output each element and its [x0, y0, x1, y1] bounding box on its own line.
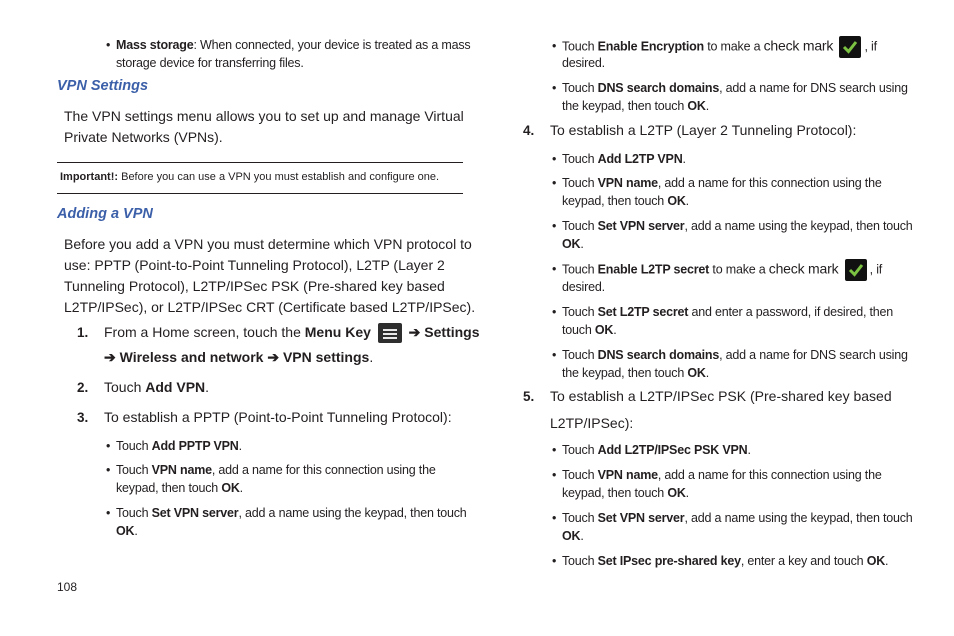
step-3-bullet-2: • Touch VPN name, add a name for this connection using the: [106, 463, 436, 477]
step-5-bullet-3: • Touch Set VPN server, add a name using the keypad, then touch: [552, 511, 913, 525]
vpn-settings-paragraph: The VPN settings menu allows you to set up and manage Virtual Private Networks (VPNs).: [64, 108, 464, 145]
bullet-mass-storage-line2: storage device for transferring files.: [116, 56, 304, 70]
page-number: 108: [57, 580, 78, 594]
adding-vpn-paragraph: Before you add a VPN you must determine which VPN protocol to use: PPTP (Point-to-Point Tunneling Protocol), L2TP (Layer 2 Tunneling Protocol), L2TP/IPSec PSK (Pre-shared key based L2TP/IPSec), or L2TP/IPSec CRT (Certificate based L2TP/IPSec).: [64, 236, 476, 315]
step-4-bullet-6: • Touch DNS search domains, add a name for DNS search using: [552, 348, 908, 362]
dns-search-bullet: • Touch DNS search domains, add a name for DNS search using: [552, 81, 908, 95]
step-4-bullet-3: • Touch Set VPN server, add a name using the keypad, then touch: [552, 219, 913, 233]
bullet-mass-storage: • Mass storage: When connected, your device is treated as a mass: [106, 38, 471, 52]
enable-encryption-bullet: • Touch Enable Encryption to make a check mark , if: [552, 36, 877, 58]
menu-key-icon: [378, 323, 402, 343]
step-1-number: 1.: [77, 325, 89, 340]
step-5-text-line2: L2TP/IPSec):: [550, 415, 634, 431]
check-mark-icon: [845, 259, 867, 281]
step-5-bullet-2: • Touch VPN name, add a name for this connection using the: [552, 468, 882, 482]
step-5-text: To establish a L2TP/IPSec PSK (Pre-shared key based: [550, 388, 892, 404]
step-4-bullet-2: • Touch VPN name, add a name for this connection using the: [552, 176, 882, 190]
step-3-text: To establish a PPTP (Point-to-Point Tunneling Protocol):: [104, 409, 452, 425]
important-bottom-rule: [57, 193, 463, 194]
step-1-text: From a Home screen, touch the Menu Key ➔ Settings: [104, 322, 480, 343]
step-3-bullet-2-line2: keypad, then touch OK.: [116, 481, 243, 495]
step-5-bullet-3-line2: OK.: [562, 529, 584, 543]
vpn-settings-heading: VPN Settings: [57, 78, 149, 94]
step-4-number: 4.: [523, 123, 535, 138]
dns-search-bullet-line2: the keypad, then touch OK.: [562, 99, 709, 113]
step-4-bullet-2-line2: keypad, then touch OK.: [562, 194, 689, 208]
adding-vpn-heading: Adding a VPN: [57, 206, 153, 222]
important-top-rule: [57, 162, 463, 163]
step-5-number: 5.: [523, 389, 535, 404]
step-1-text-line2: ➔ Wireless and network ➔ VPN settings.: [104, 349, 374, 365]
step-4-bullet-5: • Touch Set L2TP secret and enter a password, if desired, then: [552, 305, 894, 319]
step-4-bullet-4: • Touch Enable L2TP secret to make a check mark , if: [552, 259, 882, 281]
step-5-bullet-1: • Touch Add L2TP/IPSec PSK VPN.: [552, 443, 751, 457]
step-2-text: Touch Add VPN.: [104, 379, 210, 395]
step-4-bullet-6-line2: the keypad, then touch OK.: [562, 366, 709, 380]
important-note: Important!: Before you can use a VPN you must establish and configure one.: [60, 171, 440, 183]
step-3-number: 3.: [77, 410, 89, 425]
check-mark-icon: [839, 36, 861, 58]
step-4-bullet-1: • Touch Add L2TP VPN.: [552, 152, 686, 166]
step-4-bullet-3-line2: OK.: [562, 237, 584, 251]
step-4-bullet-5-line2: touch OK.: [562, 323, 617, 337]
step-2-number: 2.: [77, 380, 89, 395]
step-5-bullet-2-line2: keypad, then touch OK.: [562, 486, 689, 500]
step-5-bullet-4: • Touch Set IPsec pre-shared key, enter a key and touch OK.: [552, 554, 889, 568]
step-3-bullet-1: • Touch Add PPTP VPN.: [106, 439, 242, 453]
step-4-bullet-4-line2: desired.: [562, 280, 605, 294]
step-4-text: To establish a L2TP (Layer 2 Tunneling Protocol):: [550, 122, 857, 138]
step-3-bullet-3: • Touch Set VPN server, add a name using the keypad, then touch: [106, 506, 467, 520]
enable-encryption-bullet-line2: desired.: [562, 56, 605, 70]
step-3-bullet-3-line2: OK.: [116, 524, 138, 538]
